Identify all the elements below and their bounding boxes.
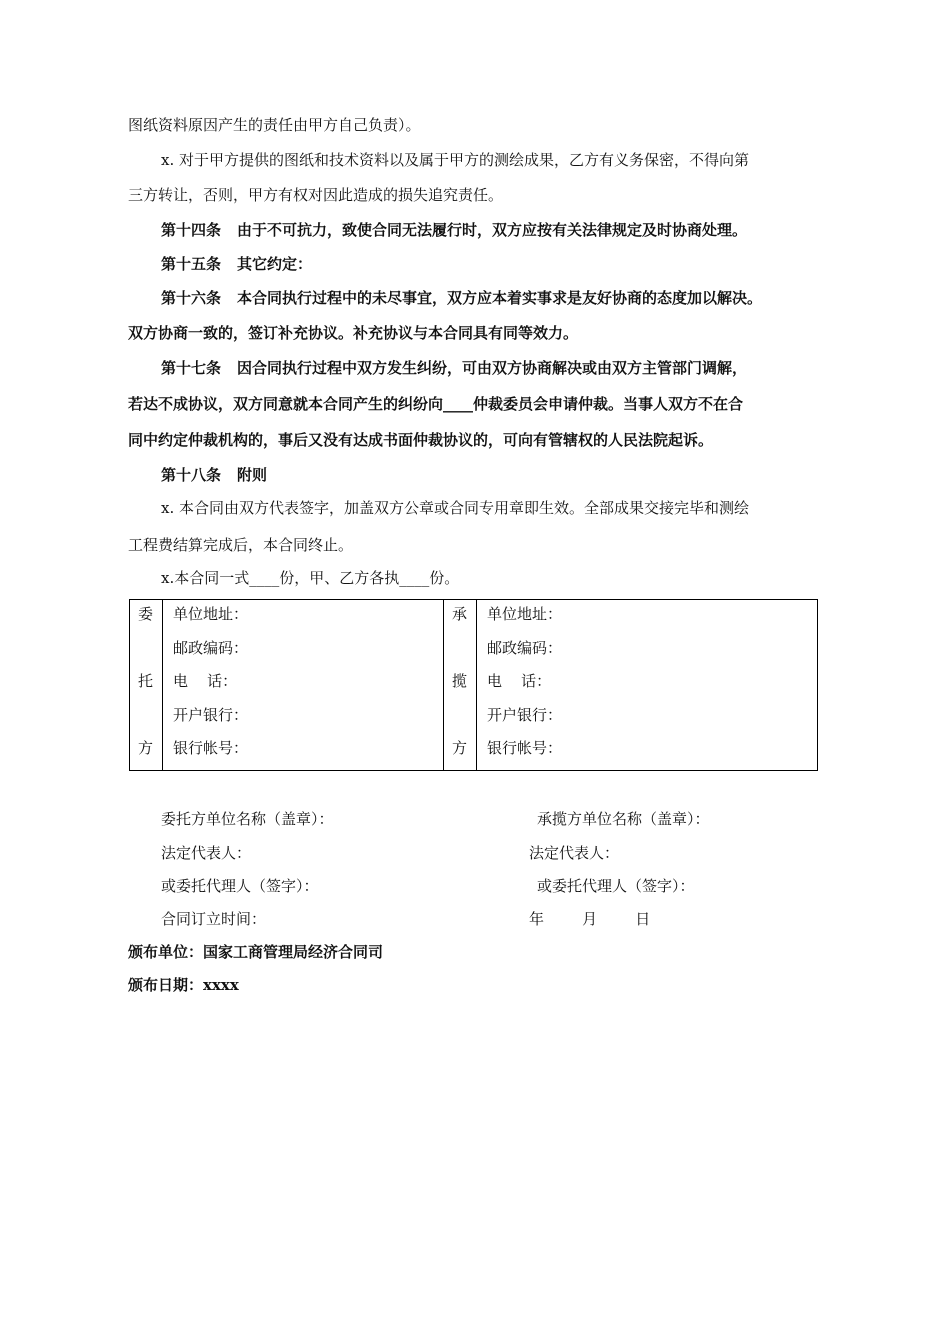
client-address-field: 单位地址：: [173, 605, 249, 623]
client-info-cell: [163, 600, 444, 771]
client-side-char: 委: [138, 605, 154, 623]
party-info-table: [129, 599, 818, 771]
client-legal-rep: 法定代表人：: [161, 844, 252, 862]
contractor-bank-field: 开户银行：: [487, 706, 563, 724]
paragraph-effective: x. 本合同由双方代表签字，加盖双方公章或合同专用章即生效。全部成果交接完毕和测绘: [161, 499, 749, 517]
client-phone-field: 电 话：: [173, 672, 238, 690]
paragraph-copies: x.本合同一式____份，甲、乙方各执____份。: [161, 569, 460, 587]
paragraph-confidentiality: x. 对于甲方提供的图纸和技术资料以及属于甲方的测绘成果，乙方有义务保密，不得向第: [161, 151, 749, 169]
contractor-legal-rep: 法定代表人：: [529, 844, 620, 862]
paragraph-effective-cont: 工程费结算完成后，本合同终止。: [128, 536, 354, 554]
contractor-account-field: 银行帐号：: [487, 739, 563, 757]
article-14: [161, 220, 747, 240]
client-bank-field: 开户银行：: [173, 706, 249, 724]
article-16-cont: 双方协商一致的，签订补充协议。补充协议与本合同具有同等效力。: [128, 324, 579, 342]
client-side-char: 托: [138, 672, 154, 690]
client-side-cell: [130, 600, 163, 771]
article-17-title: 第十七条: [161, 359, 222, 377]
contractor-side-cell: [444, 600, 477, 771]
contractor-phone-field: 电 话：: [487, 672, 552, 690]
client-signature-name: 委托方单位名称（盖章）：: [161, 810, 334, 828]
contract-date-value: 年 月 日: [529, 910, 651, 928]
article-15-body: 其它约定：: [237, 255, 313, 273]
client-side-char: 方: [138, 739, 154, 757]
article-16: [161, 288, 762, 308]
article-16-title: 第十六条: [161, 289, 222, 307]
article-18-title: 第十八条: [161, 466, 222, 484]
article-17-cont-1: 若达不成协议，双方同意就本合同产生的纠纷向____仲裁委员会申请仲裁。当事人双方不在合: [128, 395, 744, 413]
contractor-signature-name: 承揽方单位名称（盖章）：: [537, 810, 710, 828]
article-17-body: 因合同执行过程中双方发生纠纷，可由双方协商解决或由双方主管部门调解，: [237, 359, 748, 377]
contractor-agent: 或委托代理人（签字）：: [537, 877, 695, 895]
contractor-info-cell: [477, 600, 818, 771]
article-16-body: 本合同执行过程中的未尽事宜，双方应本着实事求是友好协商的态度加以解决。: [237, 289, 763, 307]
article-17: [161, 358, 747, 378]
article-14-title: 第十四条: [161, 221, 222, 239]
contractor-side-char: 承: [452, 605, 468, 623]
client-postcode-field: 邮政编码：: [173, 639, 249, 657]
article-18-body: 附则: [237, 466, 268, 484]
contractor-side-char: 揽: [452, 672, 468, 690]
contractor-postcode-field: 邮政编码：: [487, 639, 563, 657]
paragraph-confidentiality-cont: 三方转让，否则，甲方有权对因此造成的损失追究责任。: [128, 186, 504, 204]
article-15-title: 第十五条: [161, 255, 222, 273]
paragraph-continuation: 图纸资料原因产生的责任由甲方自己负责）。: [128, 116, 421, 134]
client-account-field: 银行帐号：: [173, 739, 249, 757]
contractor-address-field: 单位地址：: [487, 605, 563, 623]
article-18: [161, 465, 267, 485]
article-15: [161, 254, 312, 274]
issuer-line: 颁布单位：国家工商管理局经济合同司: [128, 943, 384, 961]
contractor-side-char: 方: [452, 739, 468, 757]
issue-date-line: 颁布日期：xxxx: [128, 976, 239, 994]
article-17-cont-2: 同中约定仲裁机构的，事后又没有达成书面仲裁协议的，可向有管辖权的人民法院起诉。: [128, 431, 714, 449]
article-14-body: 由于不可抗力，致使合同无法履行时，双方应按有关法律规定及时协商处理。: [237, 221, 748, 239]
contract-date-label: 合同订立时间：: [161, 910, 267, 928]
client-agent: 或委托代理人（签字）：: [161, 877, 319, 895]
